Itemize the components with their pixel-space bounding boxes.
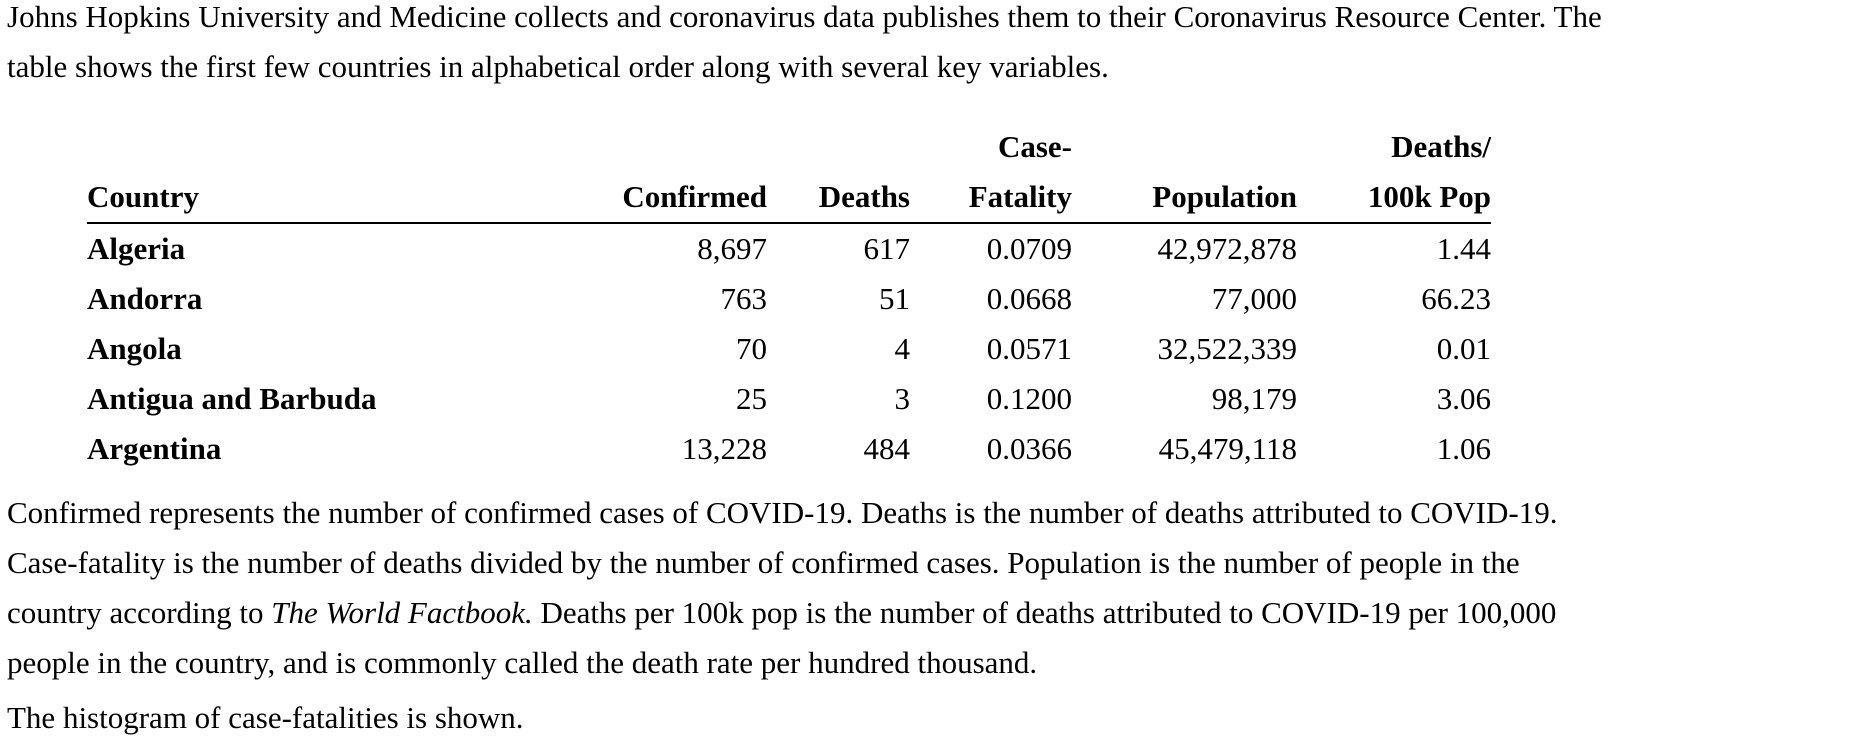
table-row <box>87 324 1491 374</box>
notes-paragraph <box>7 488 1557 688</box>
cell-deaths: 51 <box>879 281 910 316</box>
cell-deaths-per-100k: 3.06 <box>1436 381 1491 416</box>
cell-confirmed: 763 <box>720 281 767 316</box>
table-row <box>87 424 1491 474</box>
cell-population: 32,522,339 <box>1157 331 1297 366</box>
cell-deaths: 4 <box>894 331 910 366</box>
header-deaths: Deaths <box>767 122 910 223</box>
cell-deaths-per-100k: 1.06 <box>1436 431 1491 466</box>
notes-line-3 <box>7 588 1557 638</box>
histogram-intro-text: The histogram of case-fatalities is shown. <box>7 700 524 735</box>
world-factbook-title: The World Factbook. <box>271 595 533 630</box>
table-row <box>87 374 1491 424</box>
cell-country: Antigua and Barbuda <box>87 381 377 416</box>
cell-confirmed: 13,228 <box>681 431 767 466</box>
intro-line-2: table shows the first few countries in alphabetical order along with several key variables. <box>7 49 1109 84</box>
cell-population: 45,479,118 <box>1158 431 1297 466</box>
cell-deaths: 484 <box>863 431 910 466</box>
cell-deaths-per-100k: 66.23 <box>1421 281 1491 316</box>
header-confirmed: Confirmed <box>507 122 767 223</box>
cell-confirmed: 70 <box>736 331 767 366</box>
table-row <box>87 274 1491 324</box>
cell-case-fatality: 0.0668 <box>986 281 1072 316</box>
notes-line-4: people in the country, and is commonly called the death rate per hundred thousand. <box>7 645 1038 680</box>
table-row <box>87 223 1491 274</box>
header-case-fatality: Case- Fatality <box>910 122 1072 223</box>
intro-paragraph <box>7 0 1602 92</box>
cell-country: Andorra <box>87 281 203 316</box>
cell-deaths: 3 <box>894 381 910 416</box>
header-population: Population <box>1072 122 1297 223</box>
covid-table-container <box>87 122 1491 474</box>
cell-country: Algeria <box>87 231 186 266</box>
header-deaths-per-100k: Deaths/ 100k Pop <box>1297 122 1491 223</box>
notes-line-2: Case-fatality is the number of deaths divided by the number of confirmed cases. Population is the number of people in the <box>7 545 1520 580</box>
cell-confirmed: 25 <box>736 381 767 416</box>
cell-case-fatality: 0.0366 <box>986 431 1072 466</box>
cell-confirmed: 8,697 <box>697 231 767 266</box>
cell-case-fatality: 0.0709 <box>986 231 1072 266</box>
covid-data-table <box>87 122 1491 474</box>
cell-country: Argentina <box>87 431 222 466</box>
table-header-row <box>87 122 1491 223</box>
header-country: Country <box>87 122 507 223</box>
cell-population: 42,972,878 <box>1157 231 1297 266</box>
cell-population: 77,000 <box>1211 281 1297 316</box>
cell-country: Angola <box>87 331 182 366</box>
notes-line-3-end: Deaths per 100k pop is the number of deaths attributed to COVID-19 per 100,000 <box>532 595 1557 630</box>
cell-deaths-per-100k: 0.01 <box>1436 331 1491 366</box>
intro-line-1: Johns Hopkins University and Medicine collects and coronavirus data publishes them to their Coronavirus Resource Center. The <box>7 0 1602 34</box>
cell-case-fatality: 0.0571 <box>986 331 1072 366</box>
cell-case-fatality: 0.1200 <box>986 381 1072 416</box>
cell-deaths-per-100k: 1.44 <box>1436 231 1491 266</box>
notes-line-1: Confirmed represents the number of confirmed cases of COVID-19. Deaths is the number of deaths attributed to COVID-19. <box>7 495 1558 530</box>
notes-line-3-start: country according to <box>7 595 272 630</box>
cell-population: 98,179 <box>1211 381 1297 416</box>
cell-deaths: 617 <box>863 231 910 266</box>
